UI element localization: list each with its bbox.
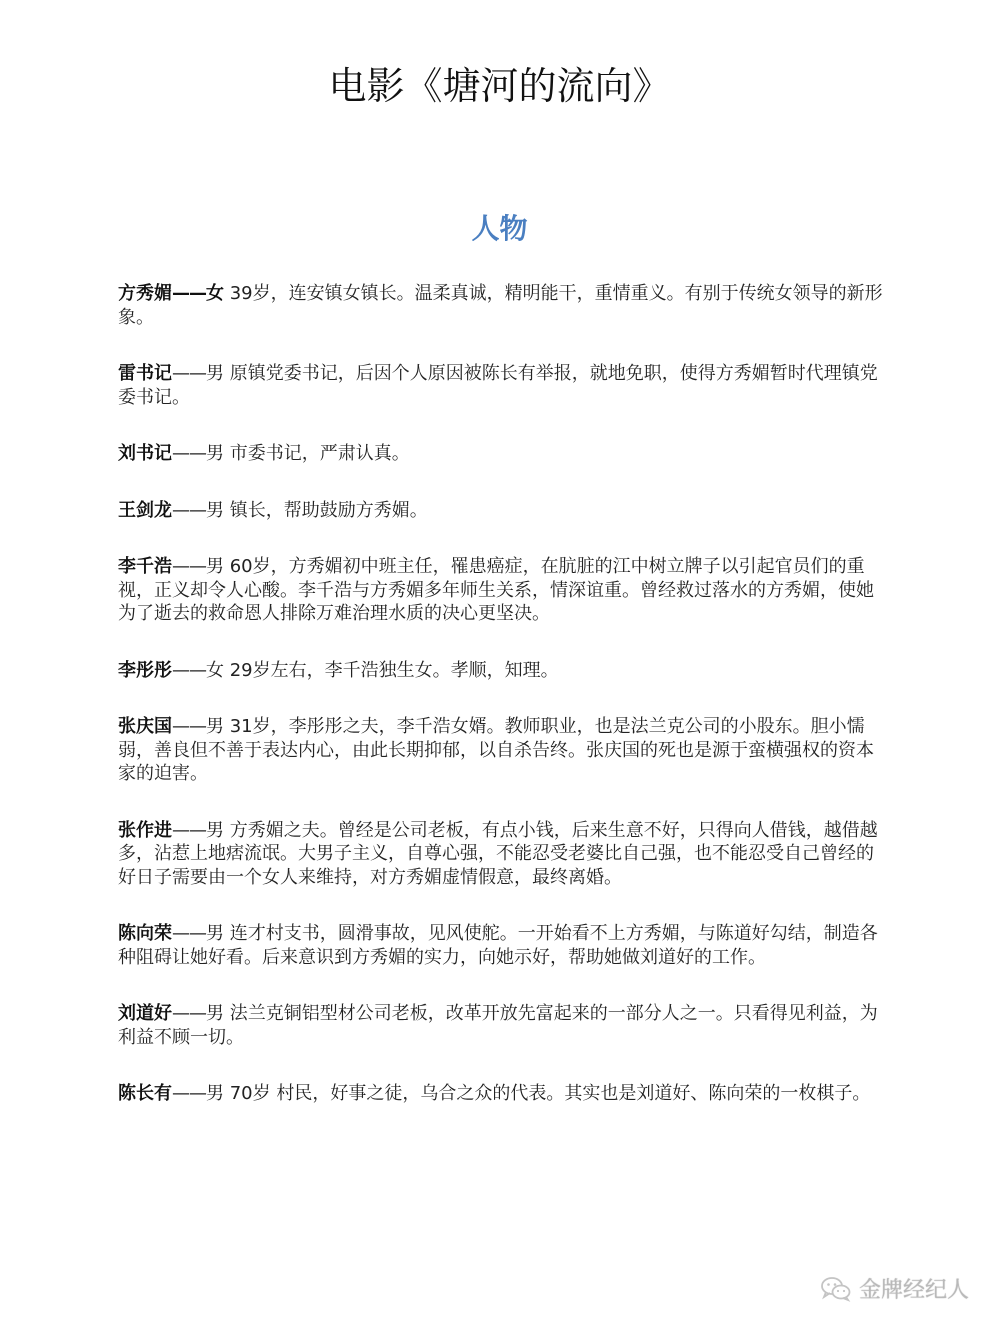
character-description: 市委书记，严肃认真。 [224, 443, 410, 464]
character-description: 70岁 村民，好事之徒，乌合之众的代表。其实也是刘道好、陈向荣的一枚棋子。 [224, 1083, 871, 1104]
character-name: 李千浩 [118, 556, 172, 577]
character-entry [118, 282, 888, 329]
character-entry [118, 922, 888, 969]
character-gender: 男 [206, 923, 224, 944]
character-name: 方秀媚 [118, 283, 172, 304]
character-entry [118, 362, 888, 409]
character-description: 镇长，帮助鼓励方秀媚。 [224, 499, 428, 521]
character-entry [118, 659, 888, 683]
character-entry [118, 499, 888, 523]
name-separator: —— [172, 1083, 206, 1104]
name-separator: —— [172, 499, 206, 521]
character-name: 刘书记 [118, 443, 172, 464]
character-description: 31岁，李彤彤之夫，李千浩女婿。教师职业，也是法兰克公司的小股东。胆小懦弱，善良但不善于表达内心，由此长期抑郁，以自杀告终。张庆国的死也是源于蛮横强权的资本家的迫害。 [118, 716, 874, 784]
name-separator: —— [172, 443, 206, 464]
section-heading: 人物 [471, 212, 528, 245]
name-separator: —— [172, 283, 206, 304]
name-separator: —— [172, 716, 206, 737]
character-gender: 男 [206, 1003, 224, 1024]
character-name: 陈向荣 [118, 923, 172, 944]
watermark [821, 1273, 969, 1304]
character-gender: 男 [206, 499, 224, 521]
character-gender: 男 [206, 556, 224, 577]
character-entry [118, 715, 888, 786]
wechat-icon [821, 1276, 851, 1302]
character-description: 原镇党委书记，后因个人原因被陈长有举报，就地免职，使得方秀媚暂时代理镇党委书记。 [118, 363, 878, 408]
character-entry [118, 442, 888, 466]
watermark-text: 金牌经纪人 [858, 1278, 969, 1303]
character-gender: 男 [206, 363, 224, 384]
character-description: 法兰克铜铝型材公司老板，改革开放先富起来的一部分人之一。只看得见利益，为利益不顾一切。 [118, 1003, 878, 1048]
character-description: 39岁，连安镇女镇长。温柔真诚，精明能干，重情重义。有别于传统女领导的新形象。 [118, 283, 883, 328]
character-description: 方秀媚之夫。曾经是公司老板，有点小钱，后来生意不好，只得向人借钱，越借越多，沾惹上地痞流氓。大男子主义，自尊心强，不能忍受老婆比自己强，也不能忍受自己曾经的好日子需要由一个女人来维持，对方秀媚虚情假意，最终离婚。 [118, 819, 878, 888]
character-gender: 男 [206, 1083, 224, 1104]
name-separator: —— [172, 819, 206, 841]
character-gender: 男 [206, 443, 224, 464]
character-description: 29岁左右，李千浩独生女。孝顺，知理。 [224, 659, 559, 681]
page-title: 电影《塘河的流向》 [328, 64, 671, 108]
character-entry [118, 819, 888, 890]
name-separator: —— [172, 659, 206, 681]
name-separator: —— [172, 923, 206, 944]
character-name: 张庆国 [118, 716, 172, 737]
character-entry [118, 555, 888, 626]
name-separator: —— [172, 556, 206, 577]
character-gender: 男 [206, 716, 224, 737]
character-name: 刘道好 [118, 1003, 172, 1024]
character-description: 60岁，方秀媚初中班主任，罹患癌症，在肮脏的江中树立牌子以引起官员们的重视，正义却令人心酸。李千浩与方秀媚多年师生关系，情深谊重。曾经救过落水的方秀媚，使她为了逝去的救命恩人排除万难治理水质的决心更坚决。 [118, 556, 874, 624]
character-list [118, 282, 888, 1139]
character-name: 陈长有 [118, 1083, 172, 1104]
character-gender: 女 [206, 283, 224, 304]
name-separator: —— [172, 363, 206, 384]
character-name: 李彤彤 [118, 659, 172, 681]
character-name: 张作进 [118, 819, 172, 841]
character-gender: 女 [206, 659, 224, 681]
name-separator: —— [172, 1003, 206, 1024]
character-name: 王剑龙 [118, 499, 172, 521]
character-name: 雷书记 [118, 363, 172, 384]
character-entry [118, 1082, 888, 1106]
character-description: 连才村支书，圆滑事故，见风使舵。一开始看不上方秀媚，与陈道好勾结，制造各种阻碍让她好看。后来意识到方秀媚的实力，向她示好，帮助她做刘道好的工作。 [118, 923, 878, 968]
character-gender: 男 [206, 819, 224, 841]
character-entry [118, 1002, 888, 1049]
